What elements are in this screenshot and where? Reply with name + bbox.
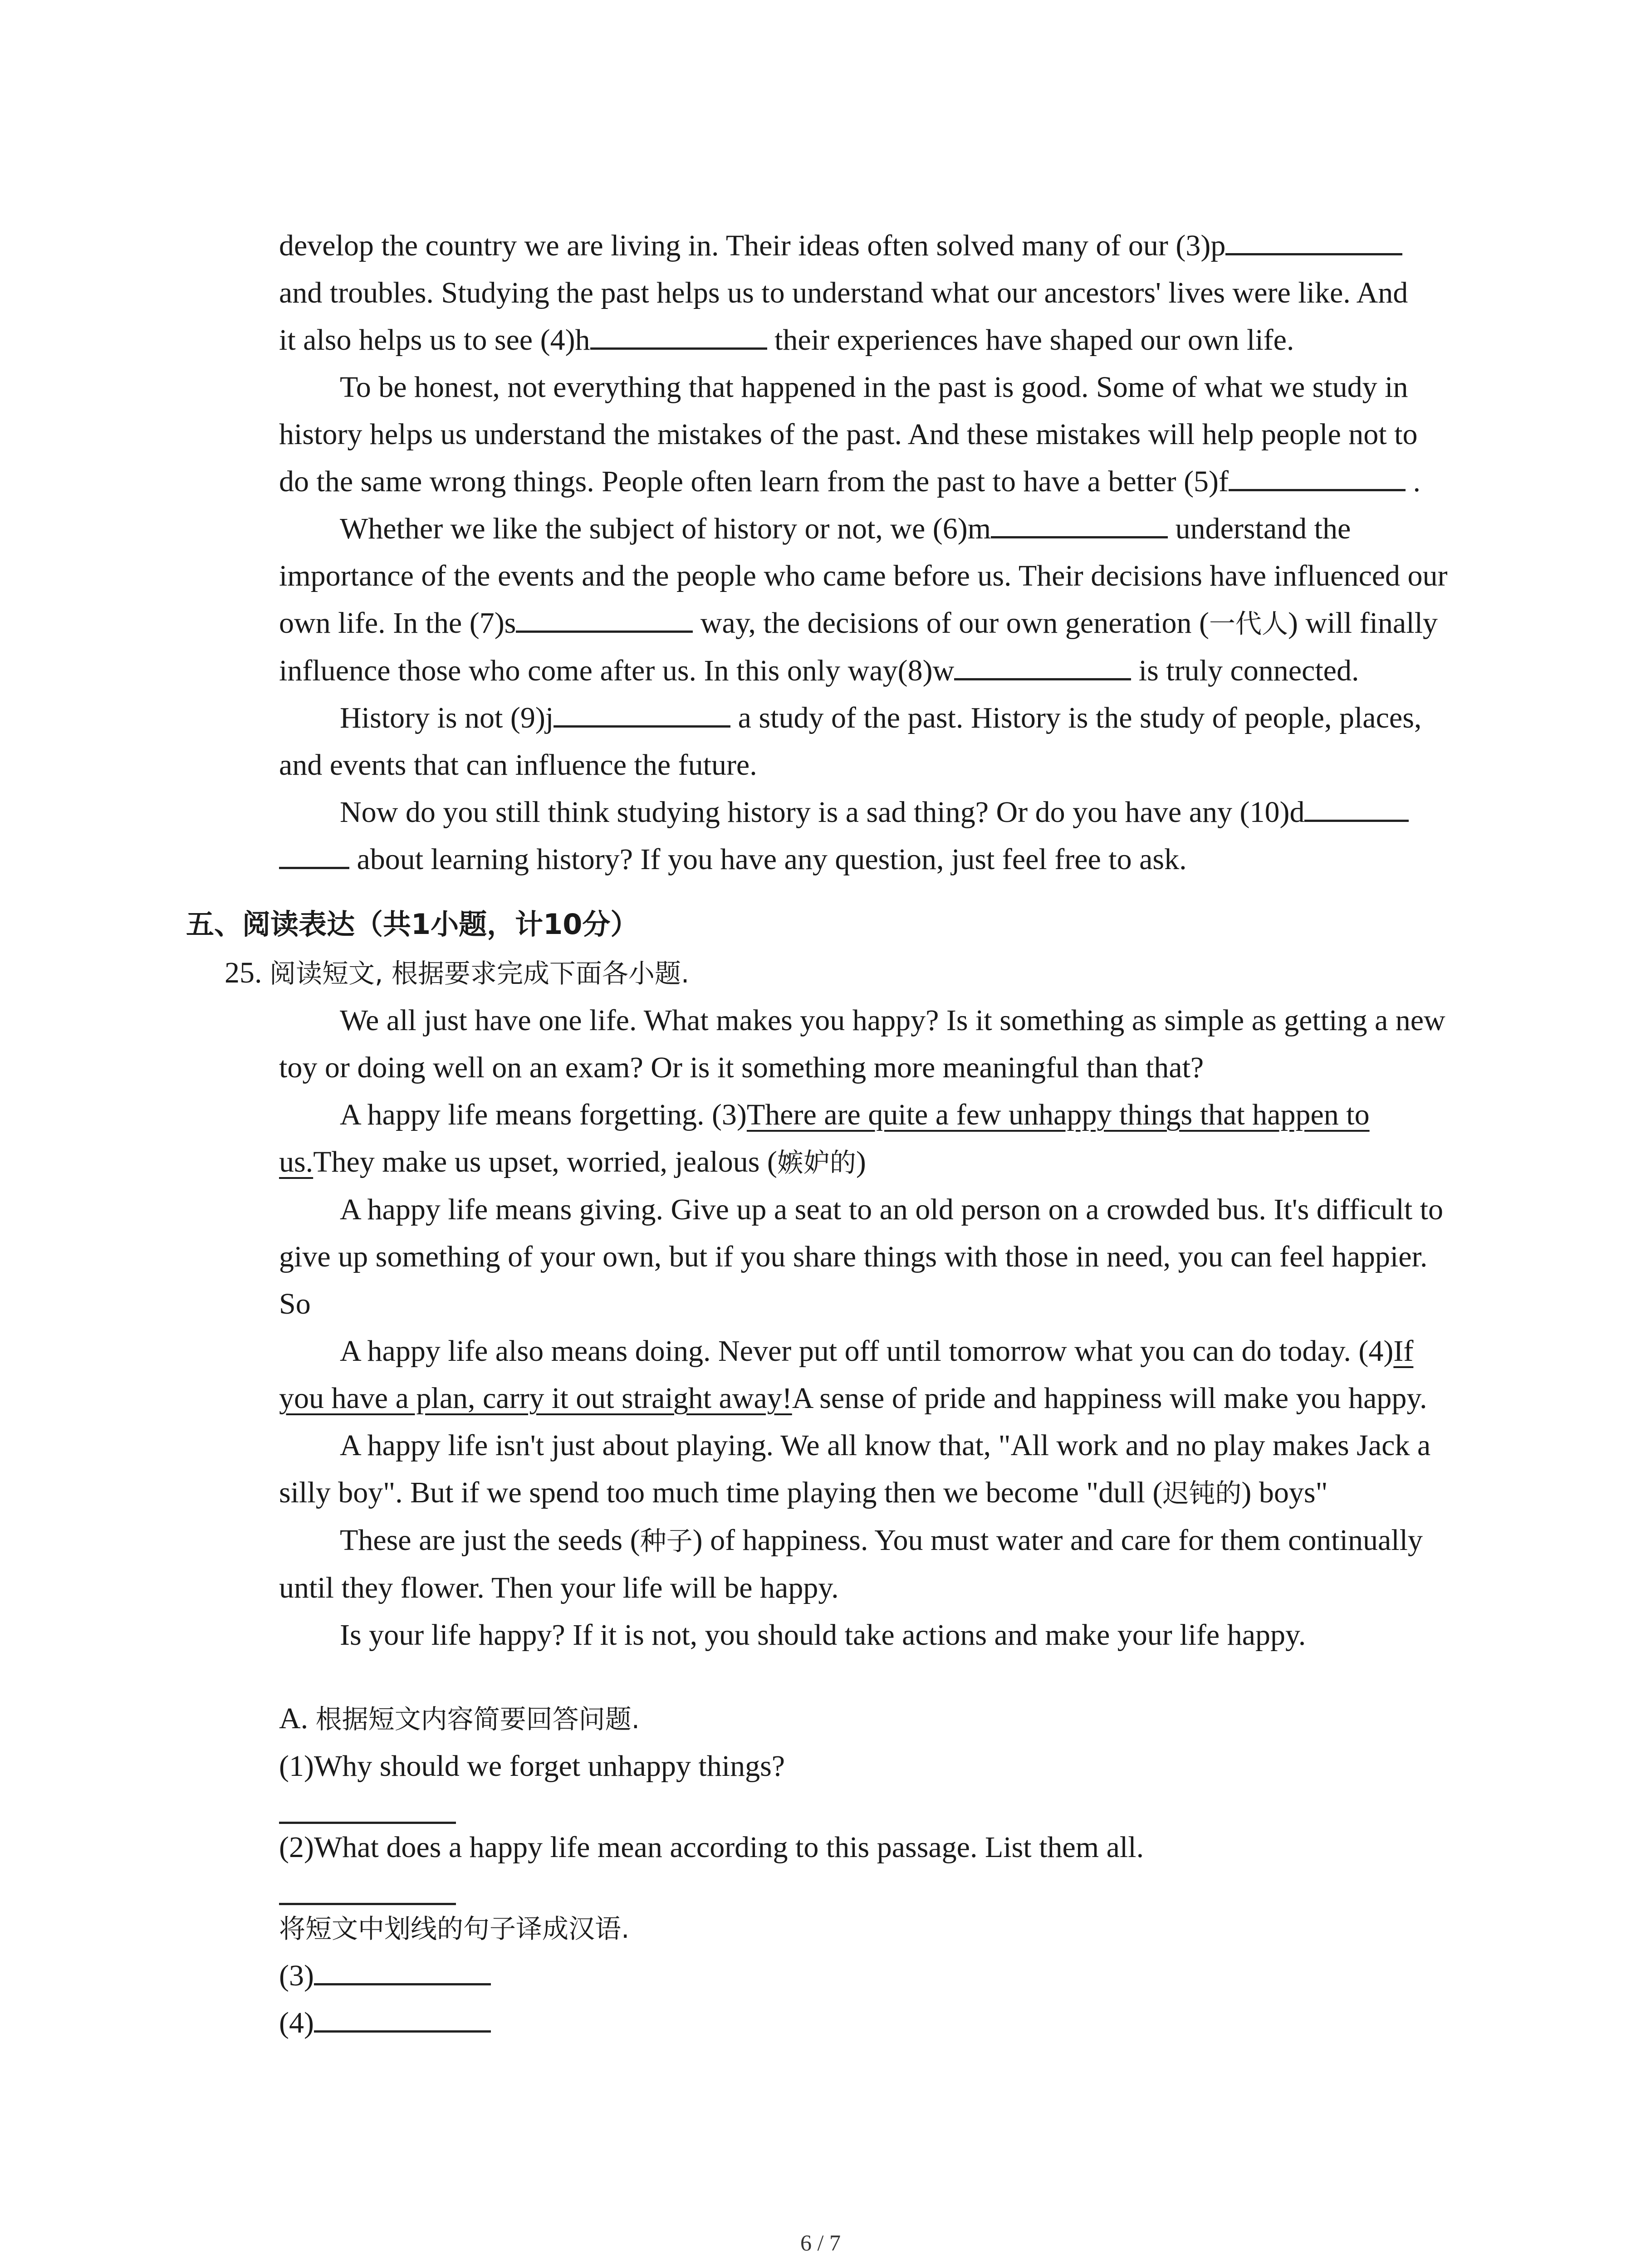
page-number: 6 / 7 (800, 2230, 841, 2255)
passage-line: develop the country we are living in. Their ideas often solved many of our (3)p (279, 222, 1450, 269)
section-heading: 五、阅读表达（共1小题，计10分） (186, 908, 639, 941)
answer-blank-3[interactable] (1225, 226, 1402, 255)
reading-paragraph: A happy life isn't just about playing. We all know that, "All work and no play makes Jack a silly boy". But if we spend too much time playing then we become "dull (迟钝的) boys" (279, 1429, 1431, 1509)
answer-blank-10-cont[interactable] (279, 840, 349, 869)
passage-paragraph: Now do you still think studying history is a sad thing? Or do you have any (10)d about learning history? If you have any question, just feel free to ask. (279, 789, 1450, 883)
answer-blank-10[interactable] (1304, 792, 1409, 822)
passage-line: and troubles. Studying the past helps us to understand what our ancestors' lives were like. And (279, 276, 1408, 309)
reading-paragraph: A happy life means forgetting. (3)There are quite a few unhappy things that happen to us.They make us upset, worried, jealous (嫉妒的) (279, 1098, 1370, 1178)
reading-paragraph: Is your life happy? If it is not, you should take actions and make your life happy. (340, 1618, 1306, 1652)
reading-paragraph: These are just the seeds (种子) of happiness. You must water and care for them continually until they flower. Then your life will be happy. (279, 1524, 1423, 1604)
underlined-sentence-4: If you have a plan, carry it out straight away! (279, 1334, 1414, 1415)
passage-line: it also helps us to see (4)h their experiences have shaped our own life. (279, 317, 1450, 364)
question-4: (4) (279, 1999, 1450, 2047)
passage-paragraph: History is not (9)j a study of the past. History is the study of people, places, and events that can influence the future. (279, 694, 1450, 789)
answer-blank-9[interactable] (554, 698, 730, 728)
question-prompt: 25. 阅读短文, 根据要求完成下面各小题. (225, 956, 690, 989)
passage-paragraph: Whether we like the subject of history or not, we (6)m understand the importance of the events and the people who came before us. Their decisions have influenced our own life. In the (7)s way, the decisions of our own generation (一代人) will finally influence those who come after us. In this only way(8)w is truly connected. (279, 505, 1450, 694)
answer-blank-4[interactable] (590, 320, 767, 350)
question-1: (1)Why should we forget unhappy things? (279, 1750, 785, 1783)
question-2: (2)What does a happy life mean according to this passage. List them all. (279, 1831, 1144, 1864)
reading-paragraph: A happy life means giving. Give up a seat to an old person on a crowded bus. It's difficult to give up something of your own, but if you share things with those in need, you can feel happier. So (279, 1193, 1444, 1320)
answer-blank-q4[interactable] (314, 2003, 491, 2033)
answer-blank-8[interactable] (954, 651, 1131, 680)
answer-blank-7[interactable] (516, 603, 693, 633)
underlined-sentence-3: There are quite a few unhappy things that happen to us. (279, 1098, 1370, 1178)
part-b-instruction: 将短文中划线的句子译成汉语. (279, 1913, 630, 1944)
page-content (186, 222, 1450, 2047)
answer-blank-5[interactable] (1229, 462, 1406, 491)
reading-paragraph: We all just have one life. What makes you happy? Is it something as simple as getting a new toy or doing well on an exam? Or is it something more meaningful than that? (279, 1004, 1445, 1084)
answer-blank-6[interactable] (991, 509, 1168, 538)
answer-blank-q1[interactable] (279, 1808, 456, 1824)
answer-blank-q3[interactable] (314, 1956, 491, 1985)
part-a-instruction: A. 根据短文内容简要回答问题. (279, 1702, 640, 1735)
question-3: (3) (279, 1952, 1450, 1999)
passage-paragraph: To be honest, not everything that happened in the past is good. Some of what we study in history helps us understand the mistakes of the past. And these mistakes will help people not to do the same wrong things. People often learn from the past to have a better (5)f . (279, 371, 1421, 498)
reading-paragraph: A happy life also means doing. Never put off until tomorrow what you can do today. (4)If you have a plan, carry it out straight away!A sense of pride and happiness will make you happy. (279, 1334, 1427, 1415)
answer-blank-q2[interactable] (279, 1889, 456, 1905)
